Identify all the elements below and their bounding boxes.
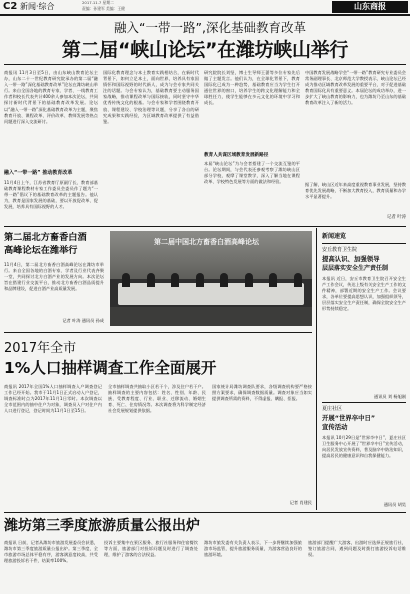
photo-banner: 第二届中国北方畜香白酒高峰论坛 (154, 238, 259, 246)
tourism-col4: 旅游部门提醒广大游客，出游时应选择正规旅行社，签订旅游合同，遇到问题及时拨打旅游投诉电话维权。 (308, 540, 406, 558)
paper-name: 山东商报 (354, 2, 386, 11)
lead-col1: 商报讯 11月3日至5日，由山东峡山教育论坛主办，山东二十一世纪教育研究院承办的第二届“融入一带一路”深化基础教育改革”论坛在潍坊峡山举行。来自全国各地的教育专家、学者、一线教育工作者和校长代表共计400余人参加本次论坛，共同探讨新时代背景下的基础教育改革发展。论坛以“融入一带一路”深化基础教育改革为主题，聚焦教育开放、课程改革、评价改革、教师发展等热点问题进行深入交流研讨。 (4, 70, 98, 124)
lead-col4: 中国教育发展战略学会“一带一路”教育研究专业委员会常务副理事长、北京师范大学教授表示，峡山论坛已经成为推动区域教育改革发展的重要平台，对于促进基础教育国际化具有重要意义。本届论坛的成功举办，进一步扩大了峡山教育的影响力，也为潍坊乃至山东的基础教育改革注入了新的活力。 (305, 70, 406, 106)
lead-byline: 记者 叶涛 (387, 215, 406, 220)
sidebar-body: 11月4日，第二届北方畜香白酒高峰论坛在潍坊市举行。来自全国各地的白酒专家、学者及行业代表齐聚一堂，共同探讨北方白酒产业的发展方向。本次论坛旨在搭建行业交流平台，推动北方畜香白酒品质提升和品牌建设，促进白酒产业高质量发展。 (4, 262, 104, 292)
brief-separator (322, 402, 406, 403)
census-col3: 国家统计局潍坊调查队要求，各级调查机构要严格按照方案要求，确保调查数据质量。调查对象应当如实提供调查所需的资料，不得虚报、瞒报、拒报。 (212, 384, 312, 402)
panelist-row (122, 273, 302, 287)
lead-col3-subhead: 教育人共谋区域教育发展新路径 (204, 153, 269, 158)
right-column-divider (316, 228, 317, 510)
lead-rule (4, 64, 406, 65)
brief2-headline-1: 开展“世界卒中日” (322, 414, 376, 422)
lead-bottom-rule (4, 226, 406, 227)
page-code: C2 (3, 1, 18, 12)
lead-col4-b: 据了解，峡山区近年来高度重视教育事业发展，坚持教育优先发展战略，不断加大教育投入，教育质量和办学水平显著提升。 (305, 182, 406, 200)
brief2-byline: 通讯员 胡昊 (383, 502, 406, 507)
sidebar-headline-2: 高峰论坛在潍举行 (4, 245, 78, 256)
lead-col1-subhead: 融入“一带一路” 推动教育改革 (4, 170, 73, 176)
right-label-rule (322, 243, 406, 244)
brief1-headline-1: 提高认识、加强领导 (322, 255, 380, 263)
lead-col3-b: 本届“峡山论坛”为与会者搭建了一个交流互鉴的平台。论坛期间，与会代表还参观考察了潍坊峡山区部分学校，观摩了课堂教学，深入了解当地在课程改革、学校特色发展等方面的做法和经验。 (204, 161, 300, 185)
brief1-headline-2: 层层落实安全生产责任制 (322, 265, 389, 272)
tourism-col1: 商报讯 日前，记者从潍坊市旅游发展委员会获悉，潍坊市第三季度旅游质量公报出炉。第三季度，全市旅游市场总体平稳有序，游客满意度较高，共受理旅游投诉若干件，结案率100%。 (4, 540, 98, 564)
census-col2: 全市抽样调查共抽取小区若干个，涉及住户若干户。抽样调查的主要内容包括：姓名、性别、年龄、民族、受教育程度、行业、职业、迁移流动、婚姻生育、死亡、住房情况等。本次调查将为科学制定经济社会发展规划提供依据。 (108, 384, 206, 414)
lead-kicker: 融入“一带一路”,深化基础教育改革 (114, 20, 306, 35)
tourism-col2: 投诉主要集中在景区服务、旅行社服务和住宿餐饮等方面，旅游部门对投诉问题及时进行了调查处理，维护了游客的合法权益。 (104, 540, 198, 558)
brief1-body: 本报讯 近日，安丘市教育卫生院召开安全生产工作会议，传达上级有关安全生产工作的文件精神，部署近期的安全生产工作。会议要求，各单位要提高思想认识，加强组织领导，层层落实安全生产责任制，确保全院安全生产形势持续稳定。 (322, 276, 406, 312)
mid-rule (4, 332, 312, 333)
right-column-label: 新闻速览 (322, 233, 347, 240)
lead-col1-b: 11月4日上午，江苏省教育厅原副厅长、教育部基础教育课程教材专家工作委员会委员作了题为“一带一路”倡议下的基础教育改革的主题报告。他认为，教育是国家发展的基础，要以开放促改革、促发展，培养具有国际视野的人才。 (4, 180, 98, 210)
stage-floor (110, 307, 312, 326)
sidebar-byline: 记者 叶涛 通讯员 孙成 (62, 318, 104, 323)
lead-col3: 研究院院长刘坚，博士生导师王蔷等多位专家先后做了主题发言。他们认为，在全球化背景下，教育国际化已成为一种趋势，基础教育应当为学生打开通往世界的窗口，培养学生的跨文化理解能力和全球胜任力，使学生能够在多元文化的环境中学习和成长。 (204, 70, 300, 106)
forum-photo (110, 231, 312, 326)
header-rule (0, 14, 410, 16)
section-name: 新闻·综合 (20, 2, 55, 11)
brief2-kicker: 夏庄社区 (322, 406, 343, 412)
editor-line: 责编：孙建军 美编：王健 (82, 6, 125, 11)
census-byline: 记者 肖建民 (289, 500, 312, 505)
brief2-body: 本报讯 10月29日是“世界卒中日”，夏庄社区卫生服务中心开展了“世界卒中日”宣传活动，向居民发放宣传资料，普及脑卒中防治知识，提高居民的健康意识和自我保健能力。 (322, 435, 406, 459)
brief1-kicker: 安丘教育卫生院 (322, 247, 358, 253)
tourism-col3: 潍坊市旅发委有关负责人表示，下一步将继续加强旅游市场监管，提升旅游服务质量，为游客营造良好的旅游环境。 (204, 540, 302, 558)
census-headline-1: 2017年全市 (4, 341, 77, 356)
census-col1: 商报讯 2017年全国1%人口抽样调查入户调查登记工作已经开始。我市于11月1日正式启动入户登记，调查标准时点为2017年11月1日零时。本次调查以全市范围内的抽中住户为对象，调查员入户对住户内人口进行登记，登记时间为11月1日至15日。 (4, 384, 102, 414)
census-headline-2: 1%人口抽样调查工作全面展开 (4, 359, 217, 377)
lead-col2: 国际化教育理念与本土教育实践相结合，在新时代背景下，如何立足本土，面向世界，培养具有家国情怀和国际视野的时代新人，成为与会专家共同关注的话题。与会专家认为，基础教育要主动服务国家战略，推动课程改革与国际接轨，同时坚守中华优秀传统文化的根基。与会专家和学者围绕教育开放、课程建设、学校治理等议题，分享了各自的研究成果和实践经验，为区域教育改革提供了有益借鉴。 (103, 70, 199, 124)
brief1-byline: 通讯员 刘 杨旭刚 (374, 394, 406, 399)
date-line: 2017.11.7 星期二 (82, 0, 114, 5)
tourism-rule (4, 512, 406, 513)
sidebar-headline-1: 第二届北方畜香白酒 (4, 232, 87, 243)
page-header (0, 0, 410, 14)
brief2-headline-2: 宣传活动 (322, 423, 348, 431)
lead-headline: 第二届“峡山论坛”在潍坊峡山举行 (61, 39, 349, 61)
paper-name-badge (332, 1, 408, 13)
tourism-headline: 潍坊第三季度旅游质量公报出炉 (4, 518, 200, 534)
